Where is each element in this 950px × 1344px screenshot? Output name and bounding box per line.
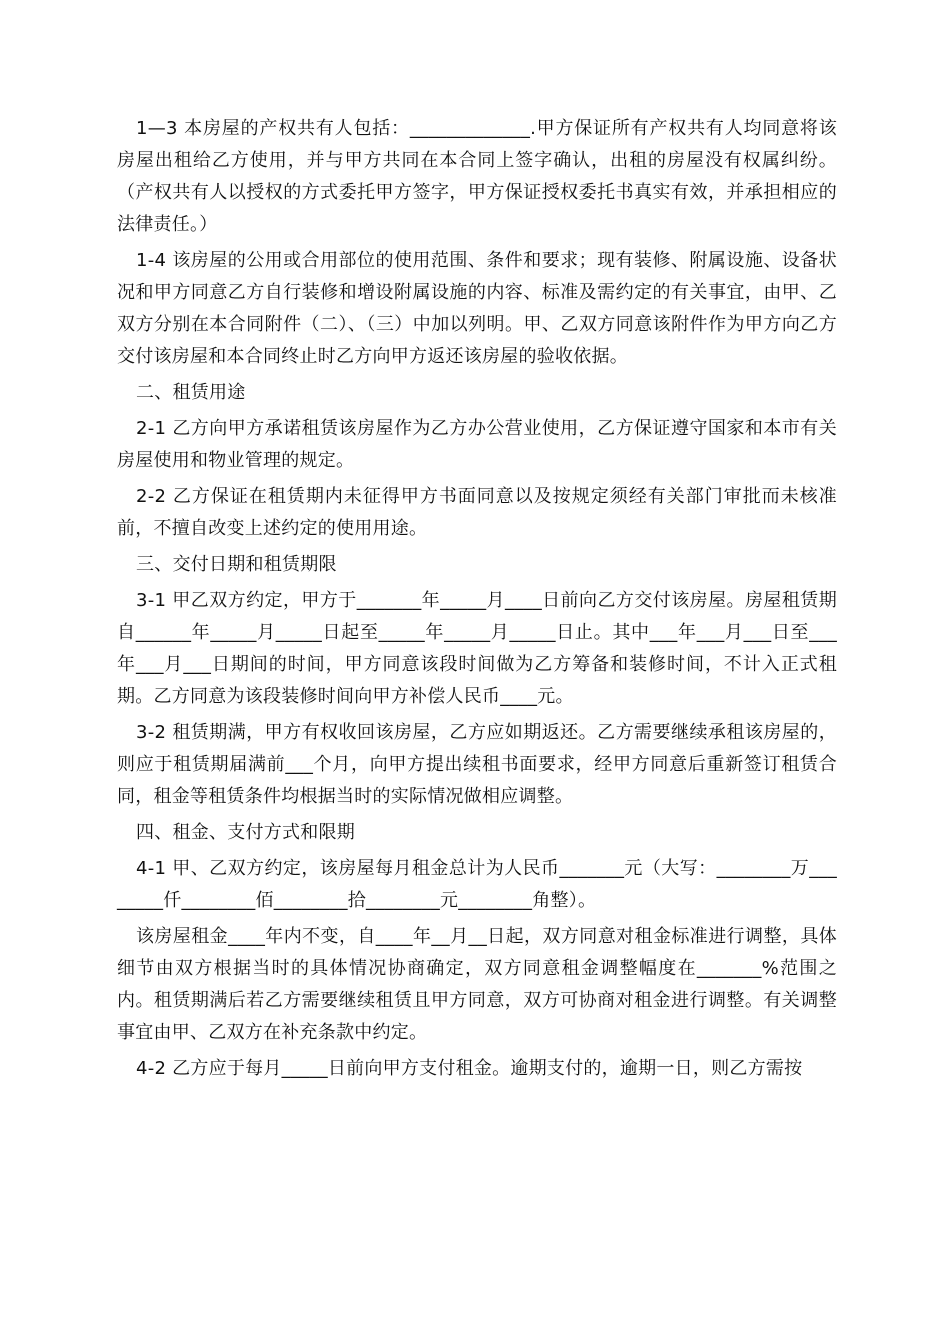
rent-adjustment-paragraph: 该房屋租金____年内不变，自____年__月__日起，双方同意对租金标准进行调整，具体细节由双方根据当时的具体情况协商确定，双方同意租金调整幅度在_______%范围之内。租赁期满后若乙方需要继续租赁且甲方同意，双方可协商对租金进行调整。有关调整事宜由甲、乙双方在补充条款中约定。	[117, 926, 837, 1043]
clause-1-3: 1—3 本房屋的产权共有人包括：_____________.甲方保证所有产权共有人均同意将该房屋出租给乙方使用，并与甲方共同在本合同上签字确认，出租的房屋没有权属纠纷。（产权共有人以授权的方式委托甲方签字，甲方保证授权委托书真实有效，并承担相应的法律责任。）	[117, 118, 837, 235]
section-heading-3: 三、交付日期和租赁期限	[136, 554, 337, 575]
section-heading-2: 二、租赁用途	[136, 382, 246, 403]
section-heading-4: 四、租金、支付方式和限期	[136, 822, 355, 843]
clause-3-1: 3-1 甲乙双方约定，甲方于_______年_____月____日前向乙方交付该房屋。房屋租赁期自______年_____月_____日起至_____年_____月_____日止。其中___年___月___日至___年___月___日期间的时间，甲方同意该段时间做为乙方筹备和装修时间，不计入正式租期。乙方同意为该段装修时间向甲方补偿人民币____元。	[117, 590, 837, 707]
clause-2-2: 2-2 乙方保证在租赁期内未征得甲方书面同意以及按规定须经有关部门审批而未核准前，不擅自改变上述约定的使用用途。	[117, 486, 837, 539]
clause-4-1: 4-1 甲、乙双方约定，该房屋每月租金总计为人民币_______元（大写：________万________仟________佰________拾________元________角整）。	[117, 858, 837, 911]
clause-4-2: 4-2 乙方应于每月_____日前向甲方支付租金。逾期支付的，逾期一日，则乙方需按	[136, 1058, 803, 1079]
document-page	[117, 113, 837, 1089]
clause-3-2: 3-2 租赁期满，甲方有权收回该房屋，乙方应如期返还。乙方需要继续承租该房屋的，则应于租赁期届满前___个月，向甲方提出续租书面要求，经甲方同意后重新签订租赁合同，租金等租赁条件均根据当时的实际情况做相应调整。	[117, 722, 837, 807]
clause-2-1: 2-1 乙方向甲方承诺租赁该房屋作为乙方办公营业使用，乙方保证遵守国家和本市有关房屋使用和物业管理的规定。	[117, 418, 837, 471]
clause-1-4: 1-4 该房屋的公用或合用部位的使用范围、条件和要求；现有装修、附属设施、设备状况和甲方同意乙方自行装修和增设附属设施的内容、标准及需约定的有关事宜，由甲、乙双方分别在本合同附件（二）、（三）中加以列明。甲、乙双方同意该附件作为甲方向乙方交付该房屋和本合同终止时乙方向甲方返还该房屋的验收依据。	[117, 250, 837, 367]
